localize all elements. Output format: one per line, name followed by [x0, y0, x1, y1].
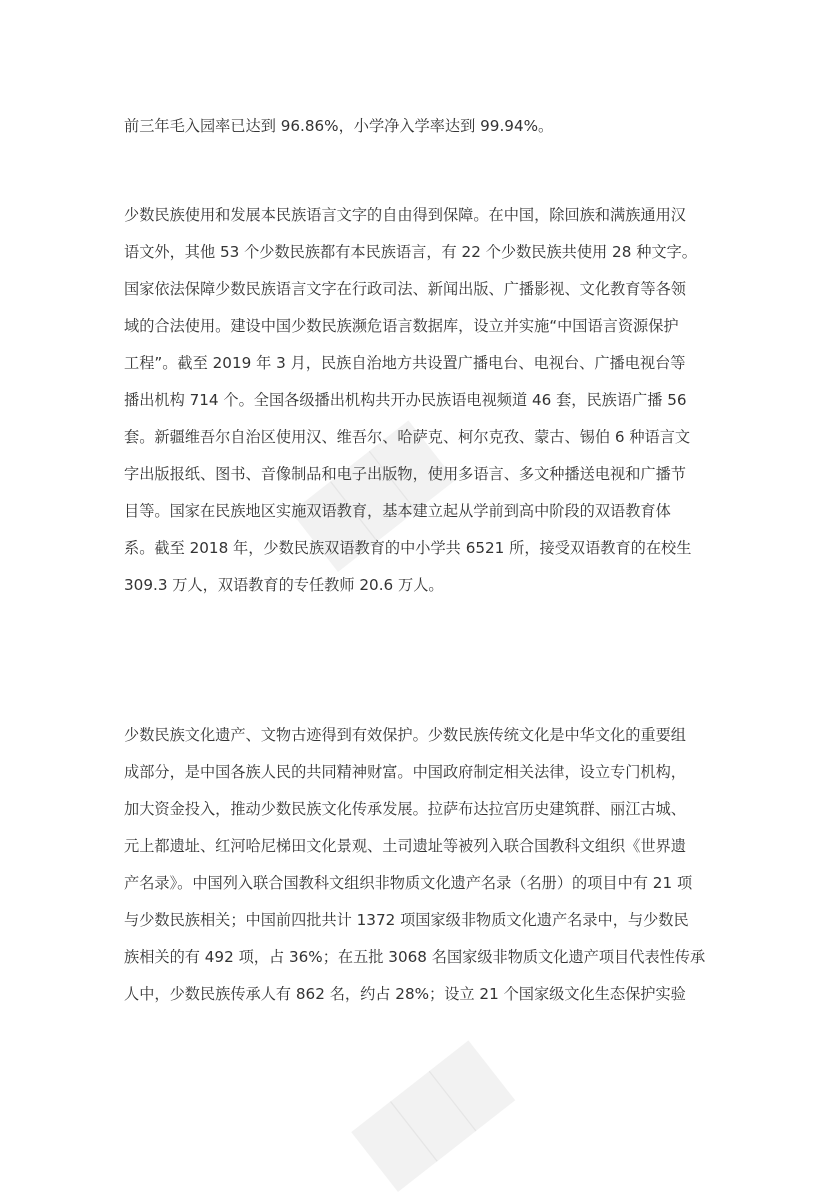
- text-line: 系。截至 2018 年，少数民族双语教育的中小学共 6521 所，接受双语教育的在校生: [124, 539, 692, 557]
- text-line: 309.3 万人，双语教育的专任教师 20.6 万人。: [124, 576, 444, 594]
- watermark: ███: [292, 422, 455, 572]
- text-line: 族相关的有 492 项，占 36%；在五批 3068 名国家级非物质文化遗产项目代表性传承: [124, 948, 706, 966]
- paragraph-2: [124, 197, 720, 604]
- text-line: 少数民族使用和发展本民族语言文字的自由得到保障。在中国，除回族和满族通用汉: [124, 206, 686, 224]
- watermark: ███: [352, 1042, 515, 1192]
- text-line: 套。新疆维吾尔自治区使用汉、维吾尔、哈萨克、柯尔克孜、蒙古、锡伯 6 种语言文: [124, 428, 691, 446]
- text-line: 目等。国家在民族地区实施双语教育，基本建立起从学前到高中阶段的双语教育体: [124, 502, 671, 520]
- paragraph-3: [124, 717, 720, 1013]
- text-line: 国家依法保障少数民族语言文字在行政司法、新闻出版、广播影视、文化教育等各领: [124, 280, 686, 298]
- text-line: 元上都遗址、红河哈尼梯田文化景观、土司遗址等被列入联合国教科文组织《世界遗: [124, 837, 686, 855]
- text-line: 语文外，其他 53 个少数民族都有本民族语言，有 22 个少数民族共使用 28 种文字。: [124, 243, 697, 261]
- text-line: 产名录》。中国列入联合国教科文组织非物质文化遗产名录（名册）的项目中有 21 项: [124, 874, 693, 892]
- text-line: 工程”。截至 2019 年 3 月，民族自治地方共设置广播电台、电视台、广播电视台等: [124, 354, 686, 372]
- text-line: 少数民族文化遗产、文物古迹得到有效保护。少数民族传统文化是中华文化的重要组: [124, 726, 686, 744]
- text-line: 字出版报纸、图书、音像制品和电子出版物，使用多语言、多文种播送电视和广播节: [124, 465, 686, 483]
- text-line: 成部分，是中国各族人民的共同精神财富。中国政府制定相关法律，设立专门机构，: [124, 763, 686, 781]
- text-line: 域的合法使用。建设中国少数民族濒危语言数据库，设立并实施“中国语言资源保护: [124, 317, 679, 335]
- text-line: 前三年毛入园率已达到 96.86%，小学净入学率达到 99.94%。: [124, 117, 554, 135]
- text-line: 人中，少数民族传承人有 862 名，约占 28%；设立 21 个国家级文化生态保护实验: [124, 985, 686, 1003]
- text-line: 与少数民族相关；中国前四批共计 1372 项国家级非物质文化遗产名录中，与少数民: [124, 911, 689, 929]
- text-line: 加大资金投入，推动少数民族文化传承发展。拉萨布达拉宫历史建筑群、丽江古城、: [124, 800, 686, 818]
- paragraph-1: [124, 108, 720, 145]
- text-line: 播出机构 714 个。全国各级播出机构共开办民族语电视频道 46 套，民族语广播 56: [124, 391, 687, 409]
